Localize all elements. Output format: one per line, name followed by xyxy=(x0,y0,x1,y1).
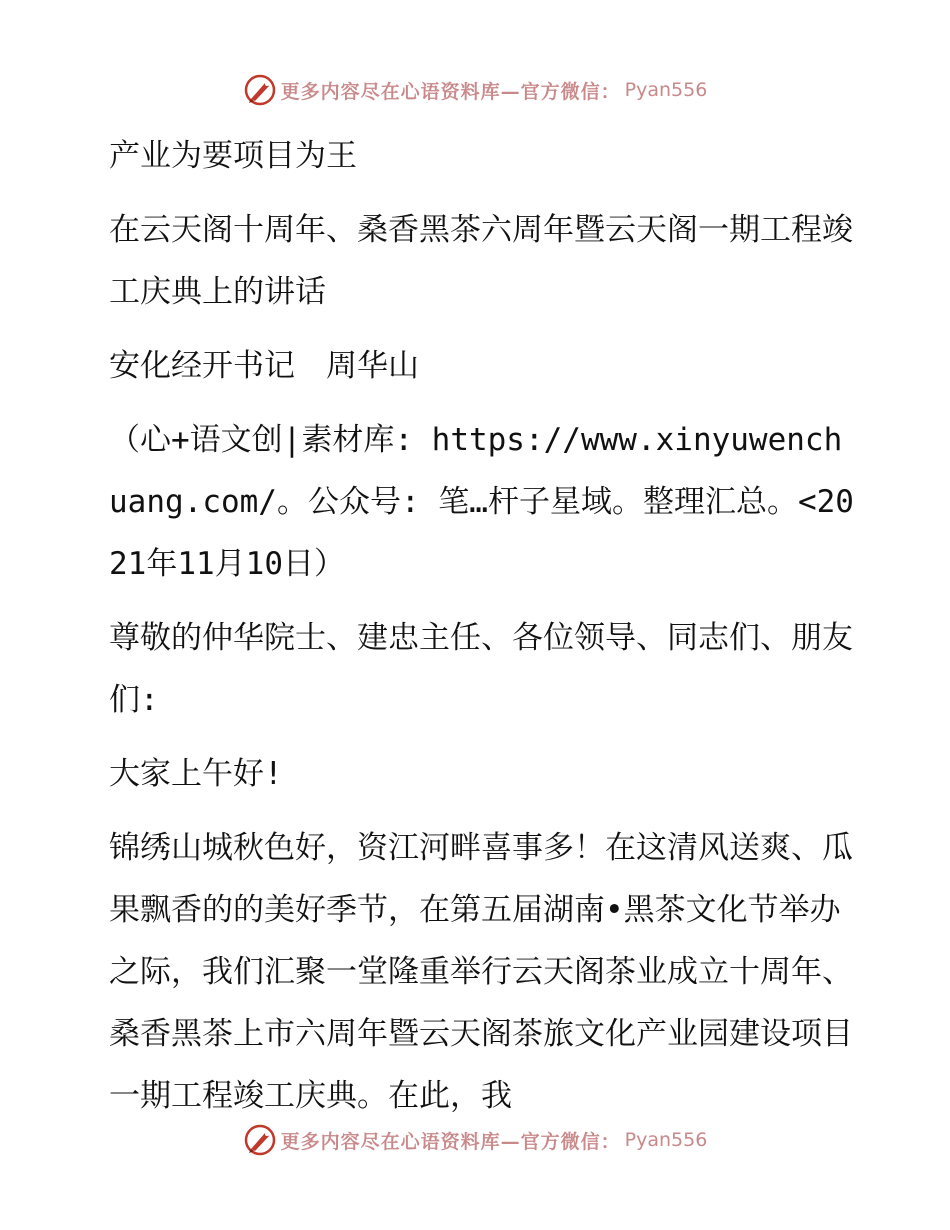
pen-logo-icon xyxy=(243,73,277,107)
greeting: 大家上午好! xyxy=(109,756,283,792)
footer-watermark-banner xyxy=(0,1120,950,1160)
watermark-text: 更多内容尽在心语资料库—官方微信： xyxy=(280,80,621,103)
pen-logo-icon xyxy=(243,1123,277,1157)
watermark-wechat-id: Pyan556 xyxy=(624,1129,708,1151)
body-paragraph: 锦绣山城秋色好，资江河畔喜事多！在这清风送爽、瓜果飘香的的美好季节，在第五届湖南•黑茶文化节举办之际，我们汇聚一堂隆重举行云天阁茶业成立十周年、桑香黑茶上市六周年暨云天阁茶旅文化产业园建设项目一期工程竣工庆典。在此，我 xyxy=(109,830,853,1114)
document-body xyxy=(97,125,857,1127)
document-title: 产业为要项目为王 xyxy=(109,138,357,174)
salutation: 尊敬的仲华院士、建忠主任、各位领导、同志们、朋友们: xyxy=(109,620,853,718)
document-subtitle: 在云天阁十周年、桑香黑茶六周年暨云天阁一期工程竣工庆典上的讲话 xyxy=(109,212,853,310)
header-watermark-banner xyxy=(0,70,950,110)
document-source-note: （心+语文创|素材库: https://www.xinyuwenchuang.com/。公众号: 笔…杆子星域。整理汇总。<2021年11月10日） xyxy=(109,422,854,582)
watermark-text: 更多内容尽在心语资料库—官方微信： xyxy=(280,1130,621,1153)
watermark-wechat-id: Pyan556 xyxy=(624,79,708,101)
document-author: 安化经开书记 周华山 xyxy=(109,348,419,384)
